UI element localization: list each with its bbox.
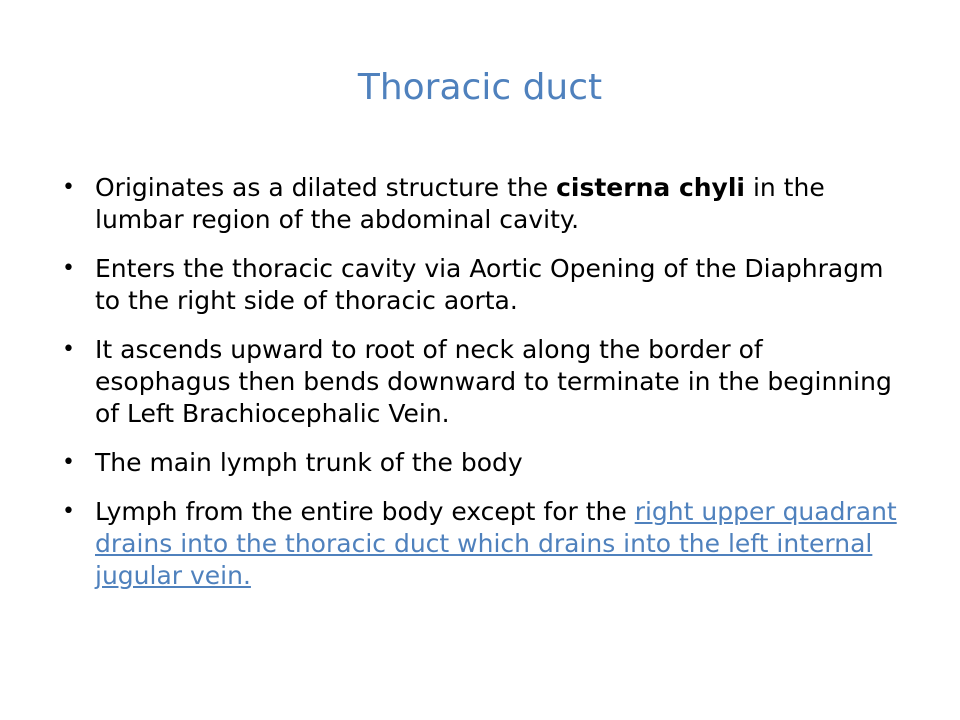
bullet-bold-term: cisterna chyli <box>556 173 745 202</box>
bullet-text: Lymph from the entire body except for the <box>95 497 635 526</box>
slide-title: Thoracic duct <box>357 67 603 108</box>
bullet-icon: • <box>62 337 75 362</box>
bullet-item-origin <box>56 172 906 236</box>
bullet-text: Originates as a dilated structure the <box>95 173 557 202</box>
bullet-item-entry <box>56 253 906 317</box>
bullet-text: in the lumbar region of the abdominal cavity. <box>95 173 825 234</box>
bullet-item-main-trunk <box>56 447 906 479</box>
bullet-icon: • <box>62 450 75 475</box>
bullet-text: The main lymph trunk of the body <box>95 448 523 477</box>
bullet-item-drainage <box>56 496 906 592</box>
bullet-text: Enters the thoracic cavity via Aortic Opening of the Diaphragm to the right side of thoracic aorta. <box>95 254 884 315</box>
bullet-icon: • <box>62 499 75 524</box>
drainage-link[interactable]: right upper quadrant drains into the thoracic duct which drains into the left internal jugular vein. <box>95 497 897 590</box>
bullet-list <box>56 172 906 609</box>
bullet-icon: • <box>62 175 75 200</box>
bullet-item-course <box>56 334 906 430</box>
bullet-text: It ascends upward to root of neck along the border of esophagus then bends downward to terminate in the beginning of Left Brachiocephalic Vein. <box>95 335 892 428</box>
bullet-icon: • <box>62 256 75 281</box>
